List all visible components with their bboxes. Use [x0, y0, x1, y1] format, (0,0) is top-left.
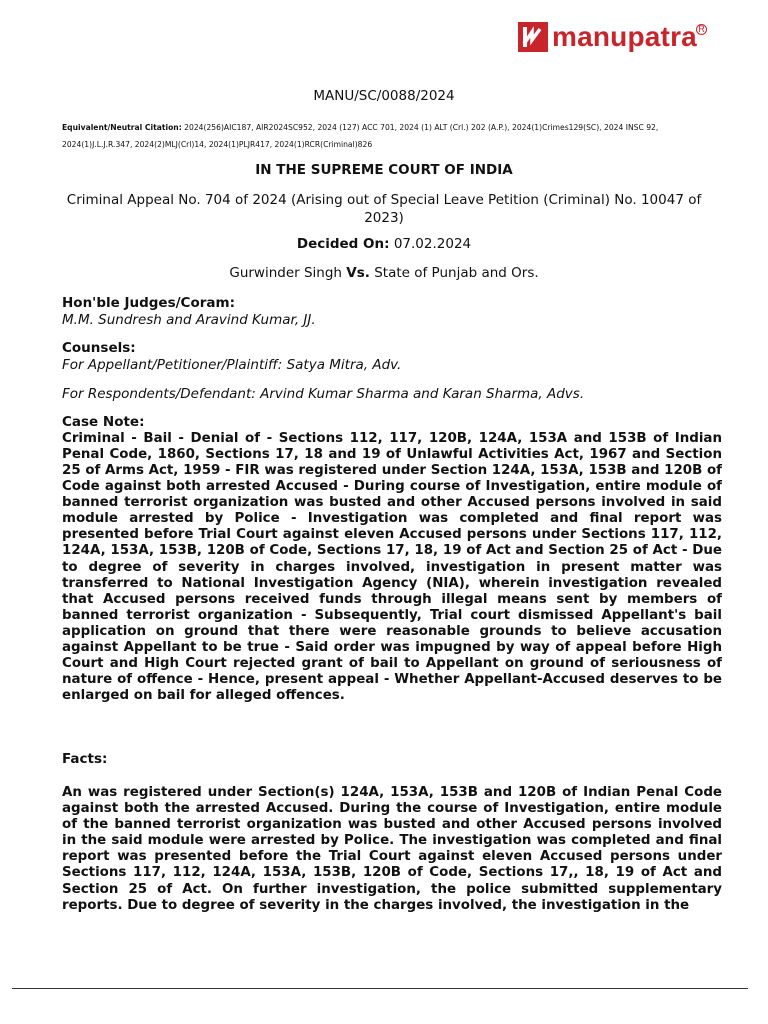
facts-text: An was registered under Section(s) 124A, 153A, 153B and 120B of Indian Penal Code against both the arrested Accused. During the course of Investigation, entire module of the banned terrorist organization was busted and other Accused persons involved in the said module were arrested by Police. The investigation was completed and final report was presented before the Trial Court against eleven Accused persons under Sections 117, 112, 124A, 153A, 153B, 120B of Code, Sections 17,, 18, 19 of Act and Section 25 of Act. On further investigation, the police submitted supplementary reports. Due to degree of severity in the charges involved, the investigation in the: [62, 785, 722, 913]
counsels-label: Counsels:: [62, 340, 136, 356]
decided-label: Decided On:: [296, 236, 390, 252]
party-respondent: State of Punjab and Ors.: [374, 265, 539, 281]
manu-citation-id: MANU/SC/0088/2024: [313, 88, 455, 104]
judges-section: [62, 295, 722, 329]
facts-label: Facts:: [62, 751, 108, 767]
counsels-section: [62, 340, 722, 374]
case-note-label: Case Note:: [62, 414, 145, 430]
case-parties: [0, 265, 768, 281]
court-name: IN THE SUPREME COURT OF INDIA: [255, 162, 513, 178]
citation-text: 2024(256)AIC187, AIR2024SC952, 2024 (127) ACC 701, 2024 (1) ALT (Crl.) 202 (A.P.), 2024(1)Crimes129(SC), 2024 INSC 92, 2024(1)J.L.J.R.347, 2024(2)MLJ(Crl)14, 2024(1)PLJR417, 2024(1)RCR(Criminal)826: [62, 123, 659, 149]
equivalent-citation: [62, 120, 722, 153]
respondent-counsel: For Respondents/Defendant: Arvind Kumar Sharma and Karan Sharma, Advs.: [62, 386, 585, 402]
judges-label: Hon'ble Judges/Coram:: [62, 295, 235, 311]
brand-name: manupatra: [552, 21, 697, 52]
appeal-title: Criminal Appeal No. 704 of 2024 (Arising out of Special Leave Petition (Criminal) No. 10047 of 2023): [66, 192, 702, 226]
decided-date: 07.02.2024: [393, 236, 472, 252]
manupatra-logo-icon: [518, 22, 548, 52]
judges-names: M.M. Sundresh and Aravind Kumar, JJ.: [62, 311, 316, 328]
case-note-text: Criminal - Bail - Denial of - Sections 112, 117, 120B, 124A, 153A and 153B of Indian Penal Code, 1860, Sections 17, 18 and 19 of Unlawful Activities Act, 1967 and Section 25 of Arms Act, 1959 - FIR was registered under Section 124A, 153A, 153B and 120B of Code against both arrested Accused - During course of Investigation, entire module of banned terrorist organization was busted and other Accused persons involved in said module arrested by Police - Investigation was completed and final report was presented before Trial Court against eleven Accused persons under Sections 117, 112, 124A, 153A, 153B, 120B of Code, Sections 17, 18, 19 of Act and Section 25 of Act - Due to degree of severity in charges involved, investigation in present matter was transferred to National Investigation Agency (NIA), wherein investigation revealed that Accused persons received funds through illegal means sent by members of banned terrorist organization - Subsequently, Trial court dismissed Appellant's bail application on ground that there were reasonable grounds to believe accusation against Appellant to be true - Said order was impugned by way of appeal before High Court and High Court rejected grant of bail to Appellant on ground of seriousness of nature of offence - Hence, present appeal - Whether Appellant-Accused deserves to be enlarged on bail for alleged offences.: [62, 430, 722, 704]
versus: Vs.: [346, 265, 370, 281]
case-note-section: [62, 414, 722, 704]
manupatra-logo[interactable]: [518, 21, 705, 52]
registered-mark: R: [696, 24, 707, 35]
footer-divider: [12, 988, 748, 989]
decided-on: [0, 236, 768, 252]
facts-section: [62, 785, 722, 914]
appellant-counsel: For Appellant/Petitioner/Plaintiff: Satya Mitra, Adv.: [62, 356, 402, 373]
party-appellant: Gurwinder Singh: [229, 265, 342, 281]
respondent-counsel-section: [62, 386, 722, 403]
facts-heading: [62, 751, 722, 768]
citation-label: Equivalent/Neutral Citation:: [62, 123, 182, 132]
